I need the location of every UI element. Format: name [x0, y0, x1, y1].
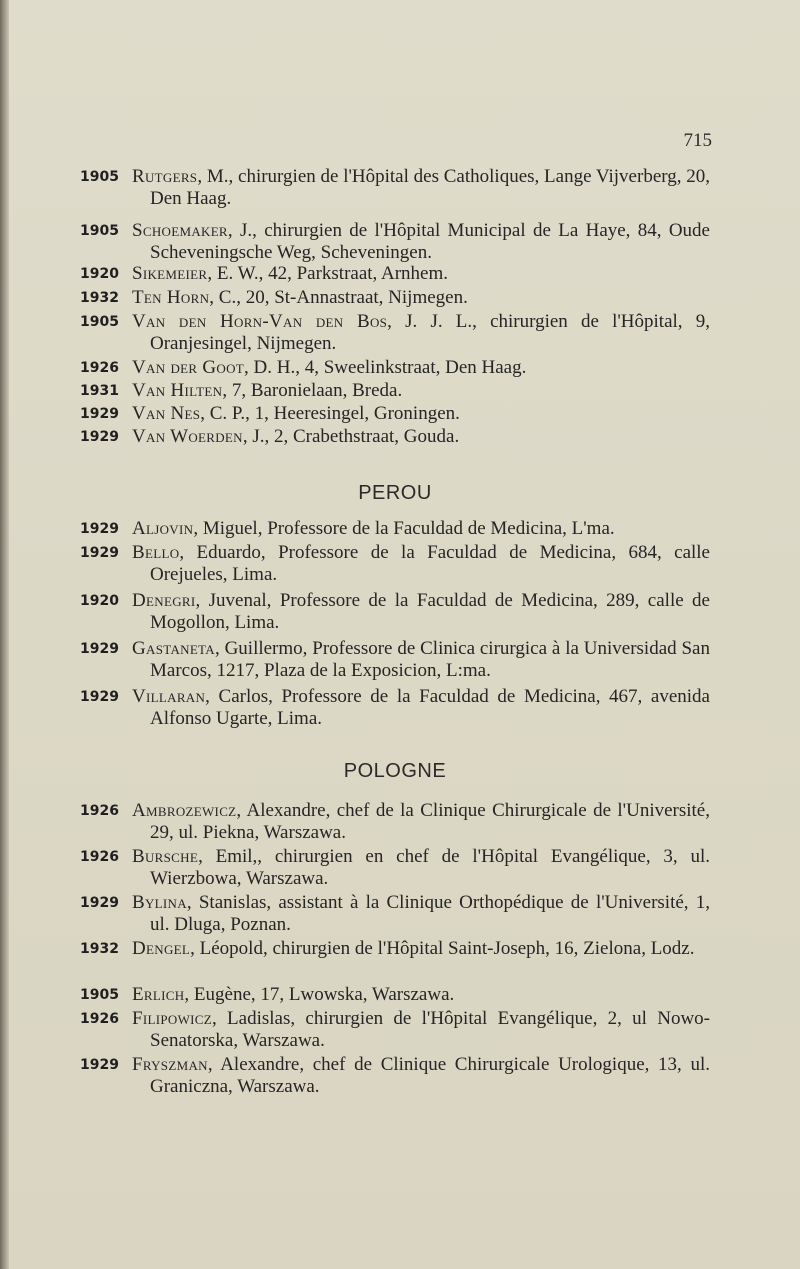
entry-details: , M., chirurgien de l'Hôpital des Catholiques, Lange Vijverberg, 20, Den Haag.	[150, 166, 710, 209]
entry-year: 1926	[80, 1011, 119, 1027]
entry	[80, 287, 710, 309]
page-binding-edge	[0, 0, 9, 1269]
entry-year: 1905	[80, 169, 119, 185]
entry-year: 1926	[80, 849, 119, 865]
entry-name: Gastaneta	[132, 638, 215, 659]
entry	[80, 590, 710, 634]
section-title-perou: PEROU	[358, 482, 432, 504]
entry-details: , Ladislas, chirurgien de l'Hôpital Evangélique, 2, ul Nowo-Senatorska, Warszawa.	[150, 1008, 710, 1051]
entry-name: Dengel	[132, 938, 191, 959]
entry-name: Bello	[132, 542, 180, 563]
entry-year: 1920	[80, 266, 119, 282]
section-title-pologne: POLOGNE	[343, 760, 447, 782]
entry-year: 1929	[80, 429, 119, 445]
entry-details: , C. P., 1, Heeresingel, Groningen.	[200, 403, 460, 424]
entry-details: , E. W., 42, Parkstraat, Arnhem.	[207, 263, 449, 284]
entry	[80, 357, 710, 379]
entry-details: , Stanislas, assistant à la Clinique Orthopédique de l'Université, 1, ul. Dluga, Poznan.	[150, 892, 710, 935]
entry-year: 1929	[80, 545, 119, 561]
entry-name: Erlich	[132, 984, 185, 1005]
entry	[80, 263, 710, 285]
entry-details: , Alexandre, chef de Clinique Chirurgicale Urologique, 13, ul. Graniczna, Warszawa.	[150, 1054, 710, 1097]
entry-details: , C., 20, St-Annastraat, Nijmegen.	[209, 287, 468, 308]
entry-year: 1905	[80, 223, 119, 239]
entry-year: 1929	[80, 406, 119, 422]
entry-year: 1929	[80, 641, 119, 657]
entry-name: Fryszman	[132, 1054, 208, 1075]
entry-details: , Juvenal, Professore de la Faculdad de Medicina, 289, calle de Mogollon, Lima.	[150, 590, 710, 633]
entry-details: , Eduardo, Professore de la Faculdad de Medicina, 684, calle Orejueles, Lima.	[150, 542, 710, 585]
entry-name: Van der Goot	[132, 357, 245, 378]
entry-year: 1932	[80, 941, 119, 957]
entry	[80, 686, 710, 730]
entry	[80, 938, 710, 960]
entry-name: Ten Horn	[132, 287, 210, 308]
entry-details: , D. H., 4, Sweelinkstraat, Den Haag.	[244, 357, 527, 378]
entry-name: Ambrozewicz	[132, 800, 237, 821]
entry-details: , Alexandre, chef de la Clinique Chirurgicale de l'Université, 29, ul. Piekna, Warszawa.	[150, 800, 710, 843]
entry	[80, 380, 710, 402]
entry-year: 1905	[80, 987, 119, 1003]
entry-year: 1929	[80, 1057, 119, 1073]
entry-name: Van Woerden	[132, 426, 243, 447]
entry-details: , Emil,, chirurgien en chef de l'Hôpital Evangélique, 3, ul. Wierzbowa, Warszawa.	[150, 846, 710, 889]
entry	[80, 403, 710, 425]
entry	[80, 220, 710, 264]
entry	[80, 518, 710, 540]
entry-name: Van den Horn-Van den Bos	[132, 311, 388, 332]
entry-year: 1932	[80, 290, 119, 306]
entry-year: 1929	[80, 521, 119, 537]
entry-details: , 7, Baronielaan, Breda.	[222, 380, 403, 401]
entry-details: , Miguel, Professore de la Faculdad de Medicina, L'ma.	[193, 518, 615, 539]
entry	[80, 426, 710, 448]
entry	[80, 542, 710, 586]
entry-name: Schoemaker	[132, 220, 228, 241]
entry-details: , J., chirurgien de l'Hôpital Municipal de La Haye, 84, Oude Scheveningsche Weg, Scheveningen.	[150, 220, 710, 263]
entry-year: 1931	[80, 383, 119, 399]
entry-year: 1905	[80, 314, 119, 330]
entry-name: Van Hilten	[132, 380, 223, 401]
entry-name: Rutgers	[132, 166, 198, 187]
entry-name: Filipowicz	[132, 1008, 212, 1029]
entry-year: 1929	[80, 895, 119, 911]
entry	[80, 984, 710, 1006]
entry-year: 1920	[80, 593, 119, 609]
entry-name: Denegri	[132, 590, 196, 611]
entry-name: Sikemeier	[132, 263, 208, 284]
entry-name: Bylina	[132, 892, 187, 913]
entry-name: Villaran	[132, 686, 206, 707]
entry-details: , J., 2, Crabethstraat, Gouda.	[242, 426, 460, 447]
entry-name: Bursche	[132, 846, 199, 867]
entry-details: , Eugène, 17, Lwowska, Warszawa.	[184, 984, 455, 1005]
entry	[80, 166, 710, 210]
entry	[80, 1054, 710, 1098]
entry-details: , J. J. L., chirurgien de l'Hôpital, 9, Oranjesingel, Nijmegen.	[150, 311, 710, 354]
entry-year: 1926	[80, 360, 119, 376]
entry-name: Van Nes	[132, 403, 201, 424]
entry-details: , Guillermo, Professore de Clinica cirurgica à la Universidad San Marcos, 1217, Plaza de la Exposicion, L:ma.	[150, 638, 710, 681]
entry-year: 1929	[80, 689, 119, 705]
entry-year: 1926	[80, 803, 119, 819]
entry	[80, 800, 710, 844]
entry	[80, 1008, 710, 1052]
entry-details: , Léopold, chirurgien de l'Hôpital Saint-Joseph, 16, Zielona, Lodz.	[190, 938, 695, 959]
entry-name: Aljovin	[132, 518, 194, 539]
entry-details: , Carlos, Professore de la Faculdad de Medicina, 467, avenida Alfonso Ugarte, Lima.	[150, 686, 710, 729]
entry	[80, 846, 710, 890]
entry	[80, 892, 710, 936]
entry	[80, 311, 710, 355]
page-number: 715	[683, 130, 712, 151]
entry	[80, 638, 710, 682]
